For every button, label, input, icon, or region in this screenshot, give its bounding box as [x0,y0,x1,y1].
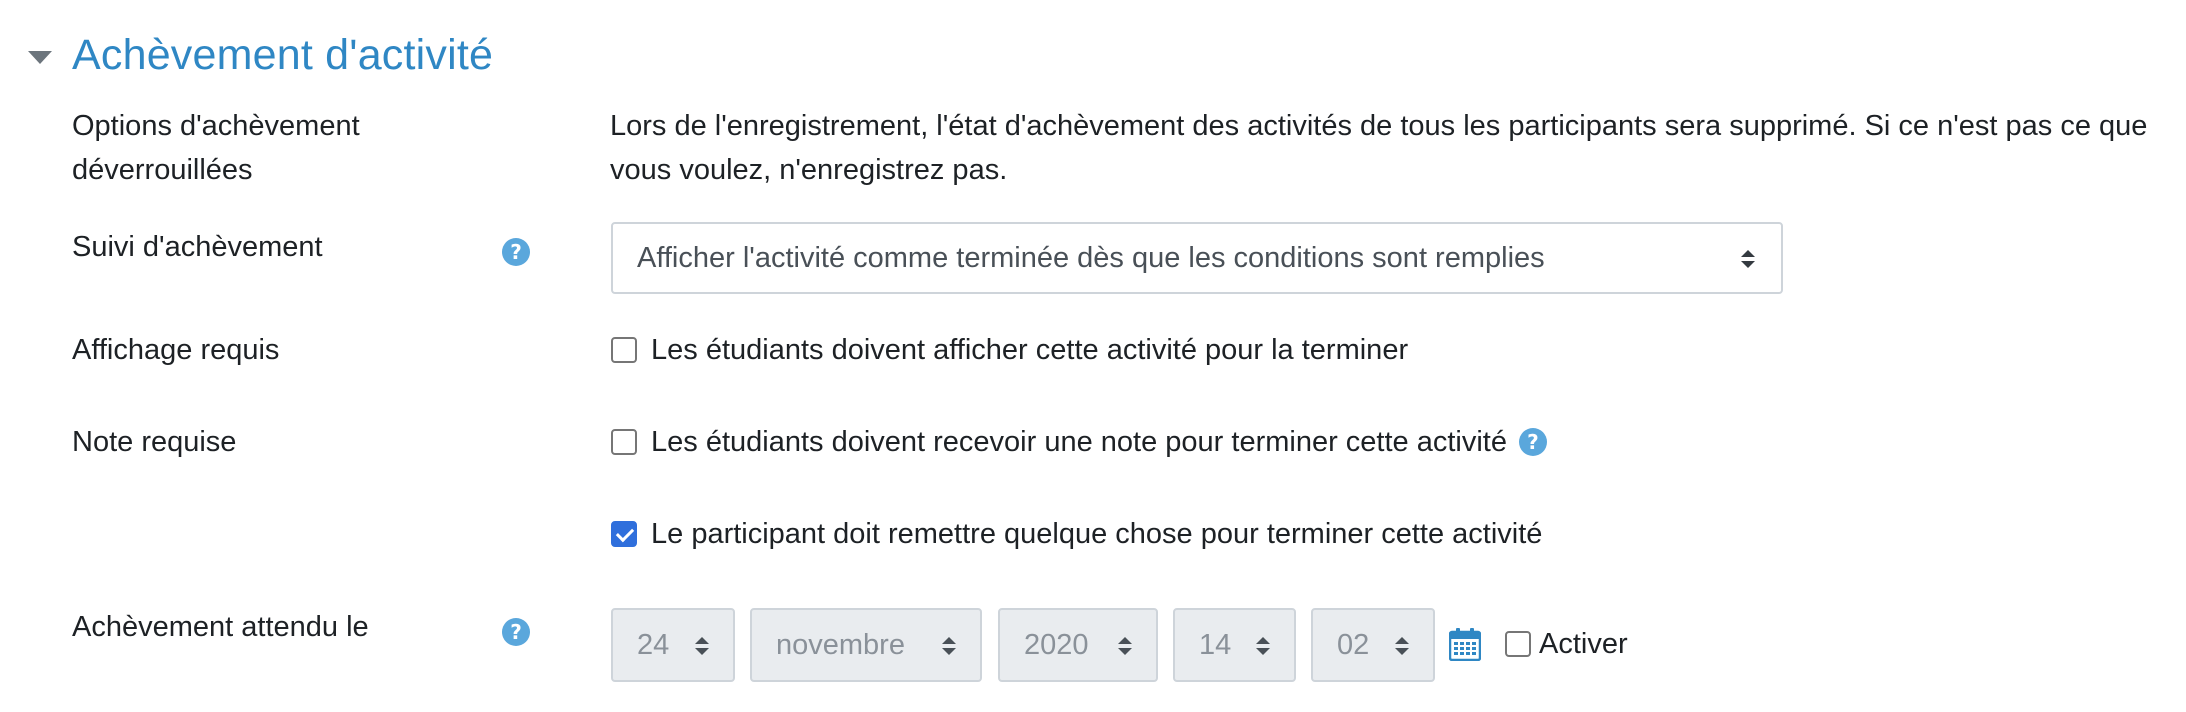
select-sort-arrows-icon [1256,637,1270,655]
view-required-label: Affichage requis [72,334,280,366]
view-required-checkbox-label[interactable]: Les étudiants doivent afficher cette activité pour la terminer [651,334,1409,366]
completion-tracking-label: Suivi d'achèvement [72,231,323,263]
grade-required-row [611,420,1547,464]
select-sort-arrows-icon [942,637,956,655]
expected-completion-label: Achèvement attendu le [72,611,369,643]
view-required-row [611,328,1408,372]
minute-value: 02 [1337,629,1370,661]
grade-required-label: Note requise [72,426,237,458]
completion-tracking-select[interactable] [611,222,1783,294]
submit-required-row [611,512,1542,556]
month-value: novembre [776,629,905,661]
year-select[interactable] [998,608,1158,682]
submit-required-checkbox[interactable] [611,521,637,547]
enable-checkbox[interactable] [1505,631,1531,657]
submit-required-checkbox-label[interactable]: Le participant doit remettre quelque chose pour terminer cette activité [651,518,1543,550]
day-select[interactable] [611,608,735,682]
month-select[interactable] [750,608,982,682]
minute-select[interactable] [1311,608,1435,682]
unlocked-options-label [72,104,360,192]
hour-select[interactable] [1173,608,1296,682]
view-required-checkbox[interactable] [611,337,637,363]
enable-label[interactable]: Activer [1539,628,1628,660]
select-sort-arrows-icon [1395,637,1409,655]
hour-value: 14 [1199,629,1232,661]
unlocked-options-message: Lors de l'enregistrement, l'état d'achèvement des activités de tous les participants sera supprimé. Si ce n'est pas ce que vous voulez, n'enregistrez pas. [610,110,2148,186]
grade-required-help-icon[interactable]: ? [1519,428,1547,456]
unlocked-options-label-line1: Options d'achèvement [72,110,360,142]
select-sort-arrows-icon [1741,250,1755,268]
unlocked-options-label-line2: déverrouillées [72,154,253,186]
completion-tracking-help-icon[interactable]: ? [502,238,530,266]
section-title[interactable]: Achèvement d'activité [72,30,494,79]
year-value: 2020 [1024,629,1089,661]
completion-tracking-selected-value: Afficher l'activité comme terminée dès que les conditions sont remplies [637,242,1545,274]
grade-required-checkbox[interactable] [611,429,637,455]
collapse-caret-icon[interactable] [28,51,52,64]
expected-completion-help-icon[interactable]: ? [502,618,530,646]
select-sort-arrows-icon [695,637,709,655]
enable-row [1505,622,1628,666]
calendar-icon[interactable] [1449,627,1481,661]
select-sort-arrows-icon [1118,637,1132,655]
grade-required-checkbox-label[interactable]: Les étudiants doivent recevoir une note pour terminer cette activité [651,426,1507,458]
day-value: 24 [637,629,670,661]
section-header[interactable] [28,20,493,90]
